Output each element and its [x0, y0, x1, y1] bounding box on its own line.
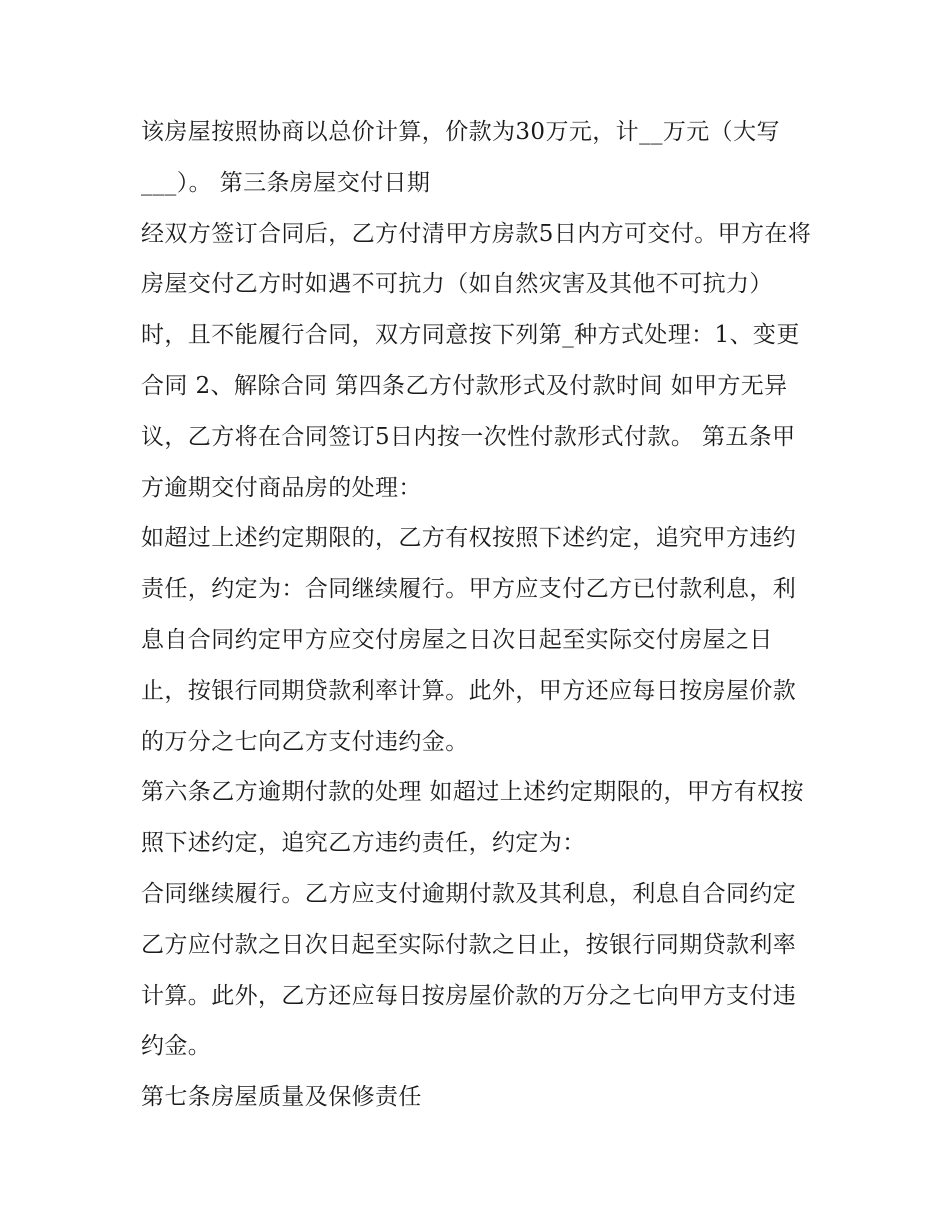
paragraph-buyer-breach: 合同继续履行。乙方应支付逾期付款及其利息，利息自合同约定乙方应付款之日次日起至实际付款之日止，按银行同期贷款利率计算。此外，乙方还应每日按房屋价款的万分之七向甲方支付违约金。	[141, 880, 797, 1060]
paragraph-seller-breach: 如超过上述约定期限的，乙方有权按照下述约定，追究甲方违约责任，约定为：合同继续履行。甲方应支付乙方已付款利息，利息自合同约定甲方应交付房屋之日次日起至实际交付房屋之日止，按银行同期贷款利率计算。此外，甲方还应每日按房屋价款的万分之七向乙方支付违约金。	[141, 525, 797, 755]
paragraph-article-seven-heading: 第七条房屋质量及保修责任	[141, 1084, 422, 1111]
paragraph-article-six-heading: 第六条乙方逾期付款的处理 如超过上述约定期限的，甲方有权按照下述约定，追究乙方违约责任，约定为：	[141, 779, 804, 857]
paragraph-price: 该房屋按照协商以总价计算，价款为30万元，计__万元（大写___）。 第三条房屋交付日期	[141, 119, 780, 196]
document-body	[141, 107, 817, 1123]
paragraph-delivery-payment: 经双方签订合同后，乙方付清甲方房款5日内方可交付。甲方在将房屋交付乙方时如遇不可抗力（如自然灾害及其他不可抗力）时，且不能履行合同，双方同意按下列第_种方式处理：1、变更合同 2、解除合同 第四条乙方付款形式及付款时间 如甲方无异议，乙方将在合同签订5日内按一次性付款形式付款。 第五条甲方逾期交付商品房的处理：	[141, 220, 812, 501]
